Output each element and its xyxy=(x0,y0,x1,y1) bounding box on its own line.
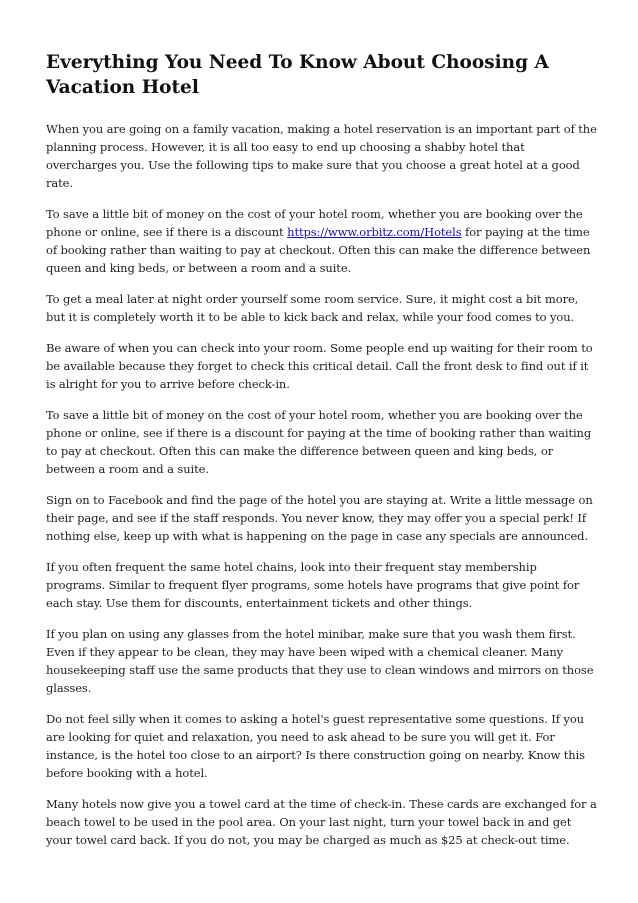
paragraph-facebook: Sign on to Facebook and find the page of the hotel you are staying at. Write a little message on their page, and see if the staff responds. You never know, they may offer you a special perk! If nothing else, keep up with what is happening on the page in case any specials are announced. xyxy=(46,493,593,543)
paragraph-check-in: Be aware of when you can check into your room. Some people end up waiting for their room to be available because they forget to check this critical detail. Call the front desk to find out if it is alright for you to arrive before check-in. xyxy=(46,341,593,391)
paragraph-text-after-link: for paying at the time of booking rather than waiting to pay at checkout. Often this can make the difference between queen and king beds, or between a room and a suite. xyxy=(46,225,591,275)
paragraph-membership: If you often frequent the same hotel chains, look into their frequent stay membership programs. Similar to frequent flyer programs, some hotels have programs that give point for each stay. Use them for discounts, entertainment tickets and other things. xyxy=(46,560,580,610)
paragraph-questions: Do not feel silly when it comes to asking a hotel's guest representative some questions. If you are looking for quiet and relaxation, you need to ask ahead to be sure you will get it. For instance, is the hotel too close to an airport? Is there construction going on nearby. Know this before booking with a hotel. xyxy=(46,712,585,780)
document-title: Everything You Need To Know About Choosing A Vacation Hotel xyxy=(46,52,549,98)
paragraph-room-service: To get a meal later at night order yourself some room service. Sure, it might cost a bit more, but it is completely worth it to be able to kick back and relax, while your food comes to you. xyxy=(46,292,579,324)
paragraph-text-before-link: To save a little bit of money on the cost of your hotel room, whether you are booking over the phone or online, see if there is a discount xyxy=(46,207,583,239)
paragraph-minibar: If you plan on using any glasses from the hotel minibar, make sure that you wash them first. Even if they appear to be clean, they may have been wiped with a chemical cleaner. Many housekeeping staff use the same products that they use to clean windows and mirrors on those glasses. xyxy=(46,627,594,695)
orbitz-hotels-link[interactable]: https://www.orbitz.com/Hotels xyxy=(287,225,462,239)
paragraph-towel-card: Many hotels now give you a towel card at the time of check-in. These cards are exchanged for a beach towel to be used in the pool area. On your last night, turn your towel back in and get your towel card back. If you do not, you may be charged as much as $25 at check-out time. xyxy=(46,797,597,847)
paragraph-intro: When you are going on a family vacation, making a hotel reservation is an important part of the planning process. However, it is all too easy to end up choosing a shabby hotel that overcharges you. Use the following tips to make sure that you choose a great hotel at a good rate. xyxy=(46,122,597,190)
document-page xyxy=(46,50,598,862)
paragraph-discount: To save a little bit of money on the cost of your hotel room, whether you are booking over the phone or online, see if there is a discount for paying at the time of booking rather than waiting to pay at checkout. Often this can make the difference between queen and king beds, or between a room and a suite. xyxy=(46,408,592,476)
paragraph-discount-link xyxy=(46,205,598,277)
